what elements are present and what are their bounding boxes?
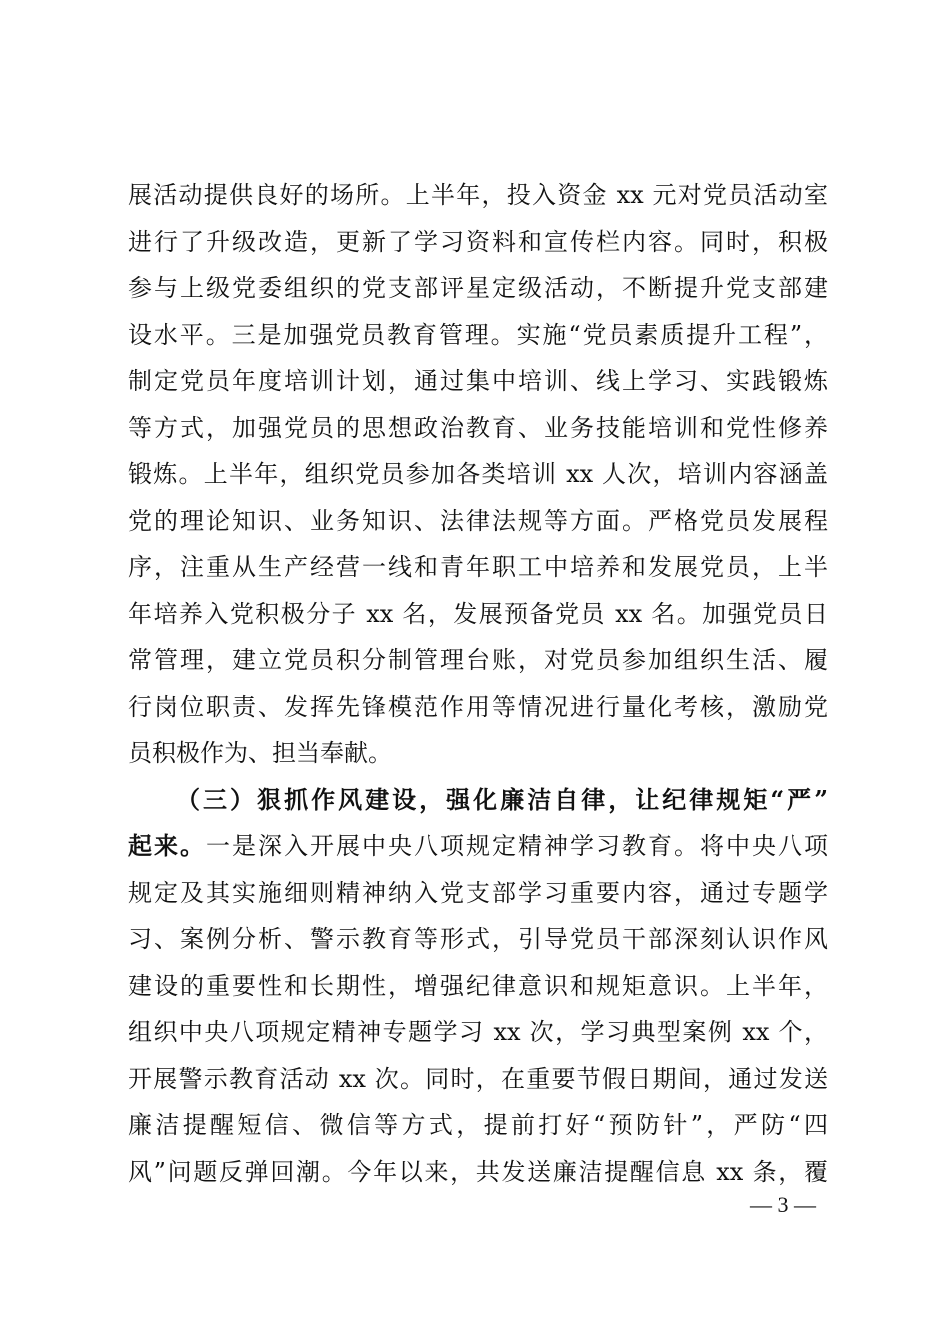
text-line: 开展警示教育活动 xx 次。同时，在重要节假日期间，通过发送 [128,1064,828,1093]
text-line: 制定党员年度培训计划，通过集中培训、线上学习、实践锻炼 [128,367,828,395]
text-line [128,823,828,870]
text-run: 一是深入开展中央八项规定精神学习教育。将中央八项 [206,832,828,860]
text-line: 年培养入党积极分子 xx 名，发展预备党员 xx 名。加强党员日 [128,599,828,628]
section-heading-end: 起来。 [128,831,206,860]
text-line: 习、案例分析、警示教育等形式，引导党员干部深刻认识作风 [128,925,828,953]
paragraph-2 [128,777,828,1196]
text-line: 展活动提供良好的场所。上半年，投入资金 xx 元对党员活动室 [128,181,828,209]
page-number: — 3 — [750,1192,816,1217]
paragraph-1 [128,172,828,777]
text-line: 建设的重要性和长期性，增强纪律意识和规矩意识。上半年， [128,971,828,1000]
document-body [128,172,828,1195]
text-line: 设水平。三是加强党员教育管理。实施“党员素质提升工程”， [128,320,828,349]
text-line: 组织中央八项规定精神专题学习 xx 次，学习典型案例 xx 个， [128,1018,828,1046]
text-line: 等方式，加强党员的思想政治教育、业务技能培训和党性修养 [128,413,828,442]
text-line: 进行了升级改造，更新了学习资料和宣传栏内容。同时，积极 [128,227,828,256]
text-line: 序，注重从生产经营一线和青年职工中培养和发展党员，上半 [128,553,828,581]
text-line: 廉洁提醒短信、微信等方式，提前打好“预防针”，严防“四 [128,1111,828,1139]
text-line: 参与上级党委组织的党支部评星定级活动，不断提升党支部建 [128,274,828,302]
text-line: 党的理论知识、业务知识、法律法规等方面。严格党员发展程 [128,506,828,535]
text-line: 行岗位职责、发挥先锋模范作用等情况进行量化考核，激励党 [128,692,828,721]
text-line: 风”问题反弹回潮。今年以来，共发送廉洁提醒信息 xx 条，覆 [128,1157,828,1186]
section-heading: （三）狠抓作风建设，强化廉洁自律，让纪律规矩“严” [176,784,828,814]
text-line: 规定及其实施细则精神纳入党支部学习重要内容，通过专题学 [128,878,828,907]
text-line: 锻炼。上半年，组织党员参加各类培训 xx 人次，培训内容涵盖 [128,460,828,488]
text-line: 常管理，建立党员积分制管理台账，对党员参加组织生活、履 [128,646,828,674]
text-line: 员积极作为、担当奉献。 [128,739,392,767]
